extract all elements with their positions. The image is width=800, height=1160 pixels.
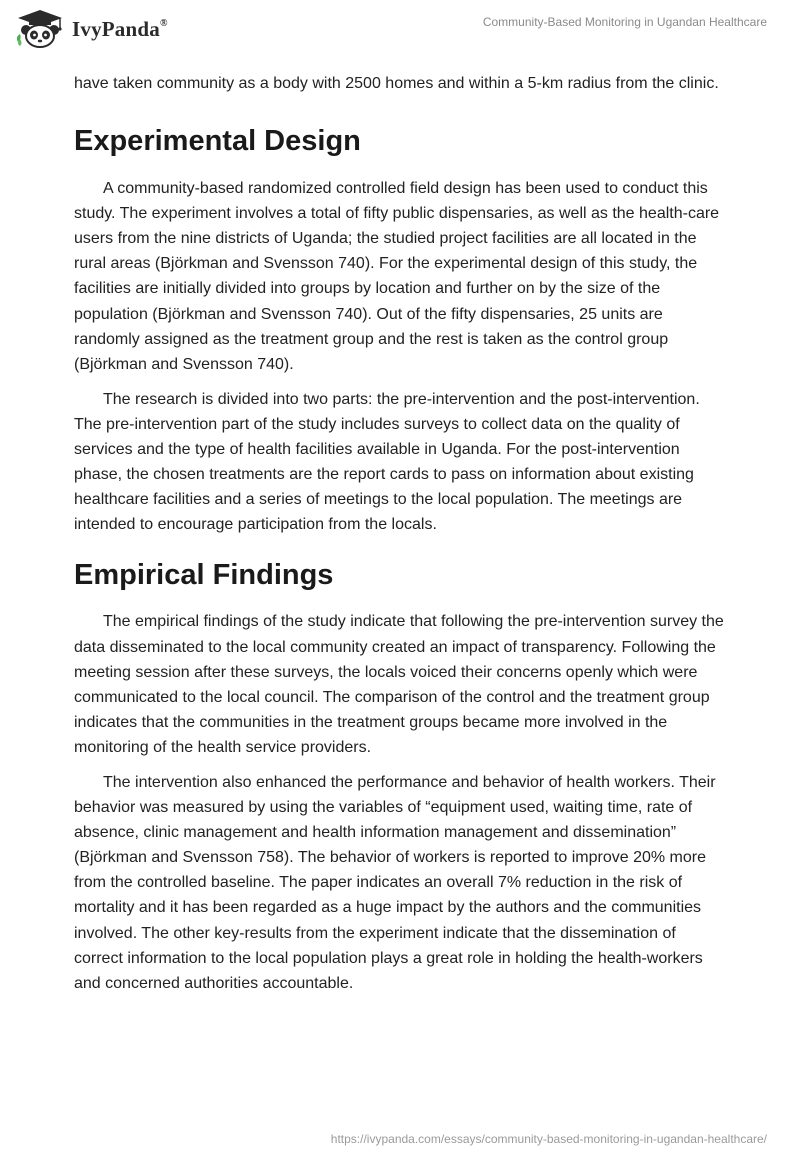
source-url[interactable]: https://ivypanda.com/essays/community-based-monitoring-in-ugandan-healthcare/ [330,1132,767,1146]
page-header [0,0,800,64]
essay-content [74,71,726,996]
document-title: Community-Based Monitoring in Ugandan Healthcare [482,15,767,29]
body-paragraph: A community-based randomized controlled field design has been used to conduct this study. The experiment involves a total of fifty public dispensaries, as well as the health-care users from the nine districts of Uganda; the studied project facilities are all located in the rural areas (Björkman and Svensson 740). For the experimental design of this study, the facilities are initially divided into groups by location and further on by the size of the population (Björkman and Svensson 740). Out of the fifty dispensaries, 25 units are randomly assigned as the treatment group and the rest is taken as the control group (Björkman and Svensson 740). [74,180,720,373]
ivypanda-logo[interactable] [14,8,168,50]
logo-text: IvyPanda® [72,16,168,41]
panda-graduate-icon [14,8,66,50]
body-paragraph: The intervention also enhanced the performance and behavior of health workers. Their behavior was measured by using the variables of “equipment used, waiting time, rate of absence, clinic management and health information management and dissemination” (Björkman and Svensson 758). The behavior of workers is reported to improve 20% more from the controlled baseline. The paper indicates an overall 7% reduction in the risk of mortality and it has been regarded as a huge impact by the authors and the communities involved. The other key-results from the experiment indicate that the dissemination of correct information to the local population plays a great role in holding the health-workers and concerned authorities accountable. [74,773,716,992]
section-heading-experimental-design: Experimental Design [74,125,361,158]
intro-paragraph: have taken community as a body with 2500 homes and within a 5-km radius from the clinic. [74,75,719,92]
body-paragraph: The research is divided into two parts: the pre-intervention and the post-intervention. The pre-intervention part of the study includes surveys to collect data on the quality of services and the type of health facilities available in Uganda. For the post-intervention phase, the chosen treatments are the report cards to pass on information about existing healthcare facilities and a series of meetings to the local population. The meetings are intended to encourage participation from the locals. [74,390,700,534]
body-paragraph: The empirical findings of the study indicate that following the pre-intervention survey the data disseminated to the local community created an impact of transparency. Following the meeting session after these surveys, the locals voiced their concerns openly which were communicated to the local council. The comparison of the control and the treatment group indicates that the communities in the treatment groups became more involved in the monitoring of the health service providers. [74,613,724,756]
section-heading-empirical-findings: Empirical Findings [74,559,334,592]
